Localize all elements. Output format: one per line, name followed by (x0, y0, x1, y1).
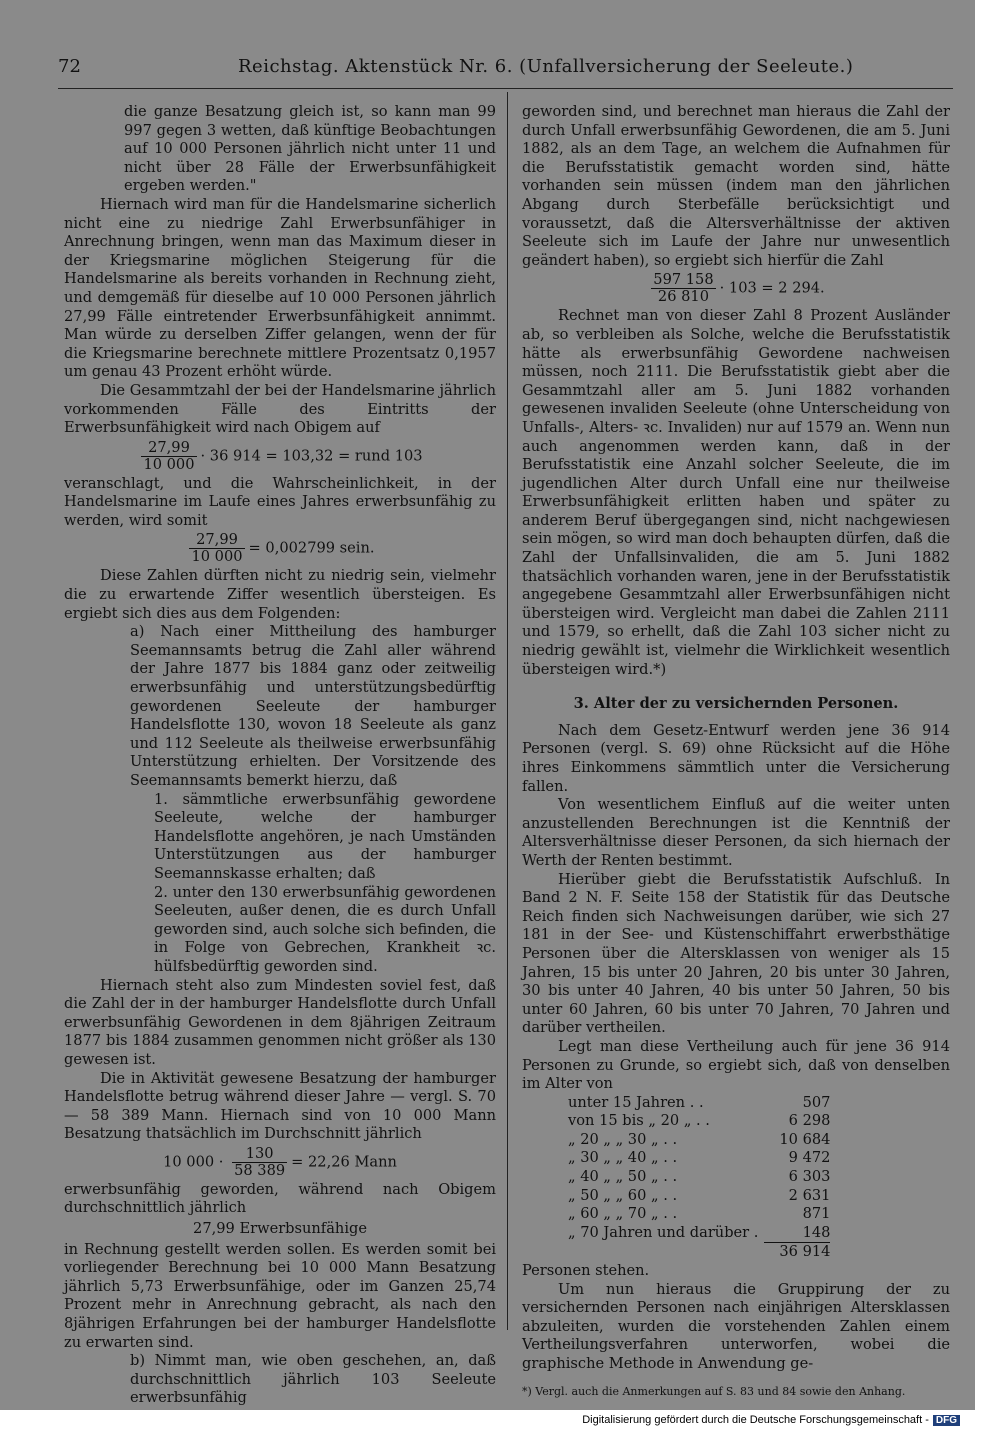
paragraph: Die Gesammtzahl der bei der Handelsmarine jährlich vorkommenden Fälle des Eintritts der Erwerbsunfähigkeit wird nach Obigem auf (64, 381, 496, 437)
page-number: 72 (58, 56, 81, 77)
formula (64, 532, 496, 565)
fraction (232, 1146, 287, 1179)
list-item: 2. unter den 130 erwerbsunfähig gewordenen Seeleuten, außer denen, die es durch Unfall geworden sind, auch solche sich befinden, die in Folge von Gebrechen, Krankheit ꝛc. hülfsbedürftig geworden sind. (154, 883, 496, 975)
formula-rest: · 36 914 = 103,32 = rund 103 (200, 447, 423, 465)
left-column (64, 103, 496, 1408)
age-range: „ 30 „ „ 40 „ . . (568, 1149, 678, 1167)
paragraph: Die in Aktivität gewesene Besatzung der hamburger Handelsflotte betrug während dieser Jahre — vergl. S. 70 — 58 389 Mann. Hiernach sind von 10 000 Mann Besatzung thatsächlich im Durchschnitt jährlich (64, 1069, 496, 1143)
list-item: b) Nimmt man, wie oben geschehen, an, daß durchschnittlich jährlich 103 Seeleute erwerbsunfähig (130, 1352, 496, 1407)
formula-rest: = 0,002799 sein. (248, 539, 375, 557)
count: 871 (802, 1205, 831, 1223)
age-range: „ 20 „ „ 30 „ . . (568, 1130, 678, 1148)
count: 6 298 (788, 1112, 831, 1130)
age-range: von 15 bis „ 20 „ . . (568, 1112, 710, 1130)
count: 148 (802, 1223, 831, 1241)
paragraph: Nach dem Gesetz-Entwurf werden jene 36 914 Personen (vergl. S. 69) ohne Rücksicht auf die Höhe ihres Einkommens sämmtlich unter die Versicherung fallen. (522, 721, 950, 795)
count: 2 631 (788, 1186, 831, 1204)
age-range: „ 40 „ „ 50 „ . . (568, 1168, 678, 1186)
age-range: „ 50 „ „ 60 „ . . (568, 1186, 678, 1204)
formula (522, 272, 950, 305)
paragraph: erwerbsunfähig geworden, während nach Obigem durchschnittlich jährlich (64, 1180, 496, 1217)
fraction (189, 532, 244, 565)
table-row (562, 1168, 830, 1187)
footer-text: Digitalisierung gefördert durch die Deutsche Forschungsgemeinschaft - (582, 1414, 929, 1426)
formula (64, 440, 496, 473)
paragraph: Hiernach steht also zum Mindesten soviel fest, daß die Zahl der in der hamburger Handelsflotte durch Unfall erwerbsunfähig Gewordenen in dem 8jährigen Zeitraum 1877 bis 1884 zusammen genommen nicht größer als 130 gewesen ist. (64, 976, 496, 1068)
numerator: 130 (232, 1146, 287, 1163)
quote-paragraph: die ganze Besatzung gleich ist, so kann man 99 997 gegen 3 wetten, daß künftige Beobachtungen auf 10 000 Personen jährlich nicht unter 11 und nicht über 28 Fälle der Erwerbsunfähigkeit ergeben werden." (124, 103, 496, 195)
denominator: 58 389 (234, 1161, 286, 1179)
table-row (562, 1187, 830, 1206)
fraction (141, 440, 196, 473)
table-row (562, 1205, 830, 1224)
paragraph: Um nun hieraus die Gruppirung der zu versichernden Personen nach einjährigen Altersklassen abzuleiten, wurden die vorstehenden Zahlen einem Vertheilungsverfahren unterworfen, wobei die graphische Methode in Anwendung ge- (522, 1280, 950, 1372)
paragraph: Hierüber giebt die Berufsstatistik Aufschluß. In Band 2 N. F. Seite 158 der Statistik für das Deutsche Reich finden sich Nachweisungen darüber, wie sich 27 181 in der See- und Küstenschiffahrt erwerbsthätige Personen über die Altersklassen von weniger als 15 Jahren, 15 bis unter 20 Jahren, 20 bis unter 30 Jahren, 30 bis unter 40 Jahren, 40 bis unter 50 Jahren, 50 bis unter 60 Jahren, 60 bis unter 70 Jahren, 70 Jahren und darüber vertheilen. (522, 870, 950, 1037)
formula: 27,99 Erwerbsunfähige (193, 1220, 367, 1238)
numerator: 27,99 (189, 532, 244, 549)
paragraph: veranschlagt, und die Wahrscheinlichkeit, in der Handelsmarine im Laufe eines Jahres erwerbsunfähig zu werden, wird somit (64, 474, 496, 529)
paragraph: Diese Zahlen dürften nicht zu niedrig sein, vielmehr die zu erwartende Ziffer wesentlich übersteigen. Es ergiebt sich dies aus dem Folgenden: (64, 567, 496, 622)
section-heading: 3. Alter der zu versichernden Personen. (573, 695, 899, 713)
age-range: „ 60 „ „ 70 „ . . (568, 1205, 678, 1223)
right-column (522, 103, 950, 1399)
page-header (58, 52, 945, 82)
list-item: 1. sämmtliche erwerbsunfähig gewordene Seeleute, welche der hamburger Handelsflotte angehören, je nach Umständen Unterstützungen aus der hamburger Seemannskasse erhalten; daß (154, 790, 496, 882)
denominator: 10 000 (191, 548, 243, 566)
running-title: Reichstag. Aktenstück Nr. 6. (Unfallversicherung der Seeleute.) (238, 56, 854, 77)
table-row (562, 1224, 830, 1243)
table-row (562, 1094, 830, 1113)
age-range: unter 15 Jahren . . (568, 1093, 704, 1111)
paragraph: Hiernach wird man für die Handelsmarine sicherlich nicht eine zu niedrige Zahl Erwerbsunfähiger in Anrechnung bringen, wenn man das Maximum dieser in der Kriegsmarine möglichen Steigerung für die Handelsmarine als bereits vorhanden in Rechnung zieht, und demgemäß für dieselbe auf 10 000 Personen jährlich 27,99 Fälle eintretender Erwerbsunfähigkeit annimmt. Man würde zu derselben Ziffer gelangen, wenn der für die Kriegsmarine berechnete mittlere Prozentsatz 0,1957 um genau 43 Prozent erhöht würde. (64, 195, 496, 381)
formula-rest: · 103 = 2 294. (719, 279, 825, 297)
count: 6 303 (788, 1168, 831, 1186)
numerator: 27,99 (141, 440, 196, 457)
denominator: 26 810 (657, 288, 709, 306)
age-range: „ 70 Jahren und darüber . (568, 1224, 759, 1242)
total-label (562, 1243, 764, 1262)
paragraph: Rechnet man von dieser Zahl 8 Prozent Ausländer ab, so verbleiben als Solche, welche die Berufsstatistik hätte als erwerbsunfähig Gewordene nachweisen müssen, noch 2111. Die Berufsstatistik giebt aber die Gesammtzahl aller am 5. Juni 1882 vorhanden gewesenen invaliden Seeleute (ohne Unterscheidung von Unfalls-, Alters- ꝛc. Invaliden) nur auf 1579 an. Wenn nun auch angenommen werden kann, daß in der Berufsstatistik eine Anzahl solcher Seeleute, die im jugendlichen Alter durch Unfall eine nur theilweise Erwerbsunfähigkeit erlitten haben und später zu anderem Beruf übergegangen sind, nicht nachgewiesen sein mögen, so wird man doch behaupten dürfen, daß die Zahl der Unfallsinvaliden, die am 5. Juni 1882 thatsächlich vorhanden waren, jene in der Berufsstatistik angegebene Gesammtzahl aller Erwerbsunfähigen nicht übersteigen wird. Vergleicht man dabei die Zahlen 2111 und 1579, so erhellt, daß die Zahl 103 sicher nicht zu niedrig gewählt ist, vielmehr die Wirklichkeit wesentlich übersteigen wird.*) (522, 307, 950, 678)
paragraph: in Rechnung gestellt werden sollen. Es werden somit bei vorliegender Berechnung bei 10 000 Mann Besatzung jährlich 5,73 Erwerbsunfähige, oder im Ganzen 25,74 Prozent mehr in Anrechnung gebracht, als nach den 8jährigen Erfahrungen bei der hamburger Handelsflotte zu erwarten sind. (64, 1240, 496, 1351)
table-row (562, 1131, 830, 1150)
footer (582, 1414, 960, 1426)
numerator: 597 158 (653, 271, 714, 289)
paragraph: geworden sind, und berechnet man hieraus die Zahl der durch Unfall erwerbsunfähig Gewordenen, die am 5. Juni 1882, als an dem Tage, an welchem die Aufnahmen für die Berufsstatistik gemacht worden sind, hätte vorhanden sein müssen (indem man den jährlichen Abgang durch Sterbefälle berücksichtigt und voraussetzt, daß die Altersverhältnisse der aktiven Seeleute sich im Laufe der Jahre nur unwesentlich geändert haben), so ergiebt sich hierfür die Zahl (522, 103, 950, 269)
table-row (562, 1112, 830, 1131)
formula-rest: = 22,26 Mann (291, 1153, 397, 1171)
denominator: 10 000 (143, 455, 195, 473)
age-table (562, 1094, 830, 1262)
total-row (562, 1243, 830, 1262)
table-row (562, 1149, 830, 1168)
count: 507 (802, 1093, 831, 1111)
count: 9 472 (788, 1149, 831, 1167)
total-value: 36 914 (764, 1243, 830, 1262)
paragraph: Personen stehen. (522, 1262, 650, 1280)
paragraph: Von wesentlichem Einfluß auf die weiter unten anzustellenden Berechnungen ist die Kenntniß der Altersverhältnisse dieser Personen, da sich hiernach der Werth der Renten bestimmt. (522, 796, 950, 869)
column-divider (507, 92, 508, 1330)
list-item: a) Nach einer Mittheilung des hamburger Seemannsamts betrug die Zahl aller während der Jahre 1877 bis 1884 ganz oder zeitweilig erwerbsunfähig und unterstützungsbedürftig gewordenen Seeleute der hamburger Handelsflotte 130, wovon 18 Seeleute als ganz und 112 Seeleute als theilweise erwerbsunfähig Unterstützung erhielten. Der Vorsitzende des Seemannsamts bemerkt hierzu, daß (130, 623, 496, 789)
fraction (651, 272, 715, 305)
header-rule (58, 88, 953, 89)
dfg-logo: DFG (933, 1415, 960, 1426)
formula-prefix: 10 000 · (163, 1153, 224, 1171)
footnote: *) Vergl. auch die Anmerkungen auf S. 83 und 84 sowie den Anhang. (522, 1384, 906, 1398)
formula (64, 1146, 496, 1179)
count: 10 684 (779, 1130, 831, 1148)
paragraph: Legt man diese Vertheilung auch für jene 36 914 Personen zu Grunde, so ergiebt sich, daß von denselben im Alter von (522, 1037, 950, 1093)
